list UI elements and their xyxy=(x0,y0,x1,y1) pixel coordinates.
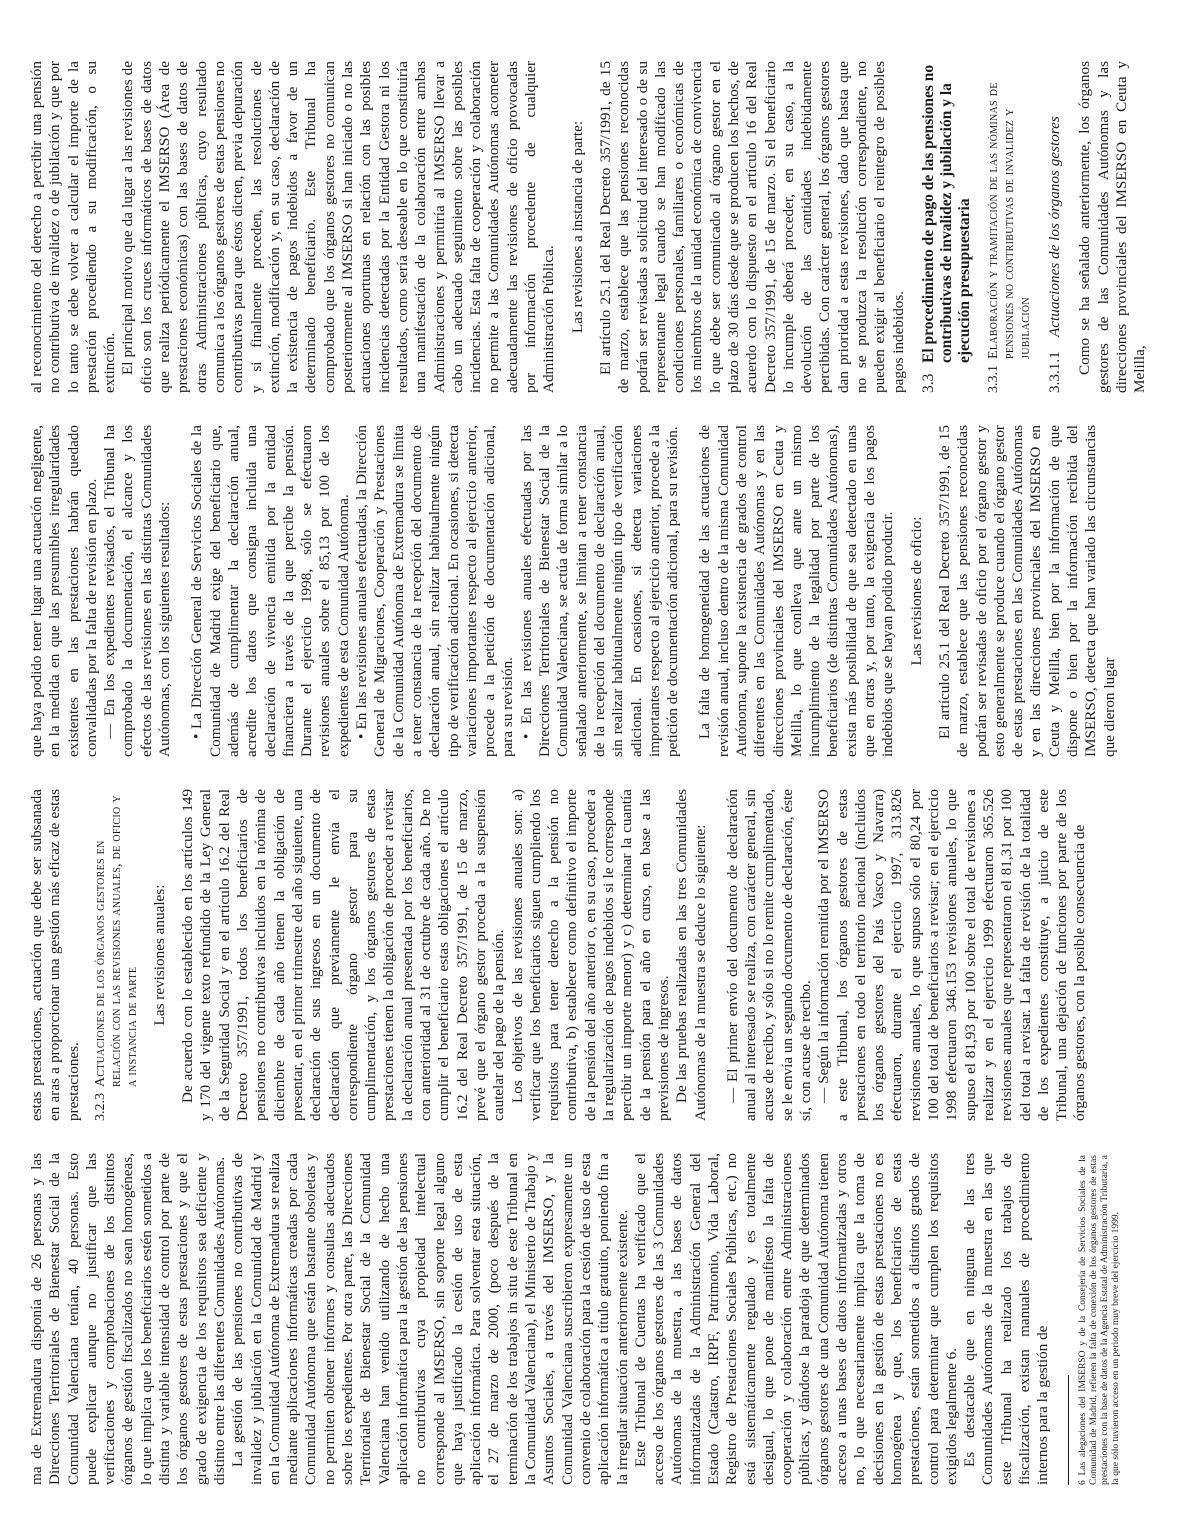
paragraph: que haya podido tener lugar una actuación negligente, en la medida en que las presumibles irregularidades existentes en las prestaciones habrán quedado convalidadas por la falta de revisión en plazo. xyxy=(28,425,100,757)
paragraph: Es destacable que en ninguna de las tres Comunidades Autónomas de la muestra en las que este Tribunal ha realizado los trabajos de fiscalización, existan manuales de procedimiento internos para la gestión de xyxy=(961,1153,1052,1485)
paragraph: ma de Extremadura disponía de 26 personas y las Direcciones Territoriales de Bienestar Social de la Comunidad Valenciana tenían, 40 personas. Esto puede explicar aunque no justificar que las verificaciones y comprobaciones de los distintos órganos de gestión fiscalizados no sean homogéneas, lo que implica que los beneficiarios estén sometidos a distinta y variable intensidad de control por parte de los órganos gestores de estas prestaciones y que el grado de exigencia de los requisitos sea deficiente y distinto entre las diferentes Comunidades Autónomas. xyxy=(28,1153,228,1485)
paragraph: — En los expedientes revisados, el Tribunal ha comprobado la documentación, el alcance y los efectos de las revisiones en las distintas Comunidades Autónomas, con los siguientes resultados: xyxy=(101,425,174,757)
paragraph: al reconocimiento del derecho a percibir una pensión no contributiva de invalidez o de jubilación y que por lo tanto se debe volver a calcular el importe de la prestación procediendo a su modificación, o su extinción. xyxy=(28,61,119,393)
paragraph: Este Tribunal de Cuentas ha verificado que el acceso de los órganos gestores de las 3 Comunidades Autónomas de la muestra, a las bases de datos informatizadas de la Administración General del Estado (Catastro, IRPF, Patrimonio, Vida Laboral, Registro de Prestaciones Sociales Públicas, etc.) no está sistemáticamente regulado y es totalmente desigual, lo que pone de manifiesto la falta de cooperación y colaboración entre Administraciones públicas, y dándose la paradoja de que determinados órganos gestores de una Comunidad Autónoma tienen acceso a unas bases de datos informatizadas y otros no, lo que necesariamente implica que la toma de decisiones en la gestión de estas prestaciones no es homogénea y que, los beneficiarios de estas prestaciones, están sometidos a distintos grados de control para determinar que cumplen los requisitos exigidos legalmente 6. xyxy=(631,1153,960,1485)
text-column-3 xyxy=(28,425,1158,757)
paragraph: • En las revisiones anuales efectuadas por las Direcciones Territoriales de Bienestar Social de la Comunidad Valenciana, se actúa de forma similar a lo señalado anteriormente, se limitan a tener constancia de la recepción del documento de declaración anual, sin realizar habitualmente ningún tipo de verificación adicional. En ocasiones, si detecta variaciones importantes respecto al ejercicio anterior, procede a la petición de documentación adicional, para su revisión. xyxy=(517,425,682,757)
section-number: 3.3 xyxy=(919,373,937,393)
section-title: Actuaciones de los órganos gestores en relación con las revisiones anuales, de oficio y a instancia de parte xyxy=(92,795,140,1087)
paragraph: El artículo 25.1 del Real Decreto 357/1991, de 15 de marzo, establece que las pensiones reconocidas podrán ser revisadas de oficio por el órgano gestor y esto generalmente se produce cuando el órgano gestor de estas prestaciones en las Comunidades Autónomas y en las direcciones provinciales del IMSERSO en Ceuta y Melilla, bien por la información de que dispone o bien por la información recibida del IMSERSO, detecta que han variado las circunstancias que dieron lugar xyxy=(935,425,1118,757)
paragraph: — Según la información remitida por el IMSERSO a este Tribunal, los órganos gestores de estas prestaciones en todo el territorio nacional (incluidos los órganos gestores del País Vasco y Navarra) efectuaron, durante el ejercicio 1997, 313.826 revisiones anuales, lo que supuso sólo el 80,24 por 100 del total de beneficiarios a revisar; en el ejercicio 1998 efectuaron 346.153 revisiones anuales, lo que supuso el 81,93 por 100 sobre el total de revisiones a realizar y en el ejercicio 1999 efectuaron 365.526 revisiones anuales que representaron el 81,31 por 100 del total a revisar. La falta de revisión de la totalidad de los expedientes constituye, a juicio de este Tribunal, una dejación de funciones por parte de los órganos gestores, con la posible consecuencia de xyxy=(815,789,1089,1121)
section-heading xyxy=(986,61,1034,393)
footnote-rule xyxy=(1068,1375,1069,1485)
section-title: El procedimiento de pago de las pensiones no contributivas de invalidez y jubilación y la ejecución presupuestaria xyxy=(919,64,973,363)
footnote: 6 Las alegaciones del IMSERSO y de la Consejería de Servicios Sociales de la Comunidad de Madrid, refieren la falta de conexión de los órganos gestores de estas prestaciones con la base de datos de la Agencia Estatal de Administración Tributaria, a la que sólo tuvieron acceso en un periodo muy breve del ejercicio 1999. xyxy=(1078,1155,1121,1485)
section-title: Elaboración y tramitación de las nóminas de pensiones no contributivas de invalidez y jubilación xyxy=(985,82,1033,359)
paragraph: Los objetivos de las revisiones anuales son: a) verificar que los beneficiarios siguen cumpliendo los requisitos para tener derecho a la pensión no contributiva, b) establecer como definitivo el importe de la pensión del año anterior o, en su caso, proceder a la regularización de pagos indebidos si le corresponde percibir un importe menor) y c) determinar la cuantía de la pensión para el año en curso, en base a las previsiones de ingresos. xyxy=(508,789,672,1121)
text-column-2 xyxy=(28,789,1158,1121)
section-number: 3.3.1.1 xyxy=(1045,351,1063,393)
text-column-4 xyxy=(28,61,1158,393)
subheading: Las revisiones de oficio: xyxy=(907,516,925,666)
section-heading xyxy=(93,789,141,1121)
paragraph: Como se ha señalado anteriormente, los órganos gestores de las Comunidades Autónomas y las direcciones provinciales del IMSERSO en Ceuta y Melilla, xyxy=(1076,61,1149,393)
section-title: Actuaciones de los órganos gestores xyxy=(1045,116,1063,337)
paragraph: De las pruebas realizadas en las tres Comunidades Autónomas de la muestra se deduce lo siguiente: xyxy=(673,789,709,1121)
paragraph: • La Dirección General de Servicios Sociales de la Comunidad de Madrid exige del beneficiario que, además de cumplimentar la declaración anual, acredite los datos que consigna incluida una declaración de vivencia emitida por la entidad financiera a través de la que percibe la pensión. Durante el ejercicio 1998, sólo se efectuaron revisiones anuales sobre el 85,13 por 100 de los expedientes de esta Comunidad Autónoma. xyxy=(188,425,352,757)
text-column-1 xyxy=(28,1153,1158,1485)
section-number: 3.3.1 xyxy=(985,365,1001,393)
paragraph: — El primer envío del documento de declaración anual al interesado se realiza, con carácter general, sin acuse de recibo, y sólo si no lo remite cumplimentado, se le envía un segundo documento de declaración, éste sí, con acuse de recibo. xyxy=(723,789,814,1121)
subheading: Las revisiones a instancia de parte: xyxy=(568,120,586,334)
paragraph: De acuerdo con lo establecido en los artículos 149 y 170 del vigente texto refundido de la Ley General de la Seguridad Social y en el artículo 16.2 del Real Decreto 357/1991, todos los beneficiarios de pensiones no contributivas incluidos en la nómina de diciembre de cada año tienen la obligación de presentar, en el primer trimestre del año siguiente, una declaración de sus ingresos en un documento de declaración que previamente le envía el correspondiente órgano gestor para su cumplimentación, y los órganos gestores de estas prestaciones tienen la obligación de proceder a revisar la declaración anual presentada por los beneficiarios, con anterioridad al 31 de octubre de cada año. De no cumplir el beneficiario estas obligaciones el artículo 16.2 del Real Decreto 357/1991, de 15 de marzo, prevé que el órgano gestor proceda a la suspensión cautelar del pago de la pensión. xyxy=(179,789,508,1121)
paragraph: La gestión de las pensiones no contributivas de invalidez y jubilación en la Comunidad de Madrid y en la Comunidad Autónoma de Extremadura se realiza mediante aplicaciones informáticas creadas por cada Comunidad Autónoma que están bastante obsoletas y no permiten obtener informes y consultas adecuados sobre los expedientes. Por otra parte, las Direcciones Territoriales de Bienestar Social de la Comunidad Valenciana han venido utilizando de hecho una aplicación informática para la gestión de las pensiones no contributivas cuya propiedad intelectual corresponde al IMSERSO, sin soporte legal alguno que haya justificado la cesión de uso de esta aplicación informática. Para solventar esta situación, el 27 de marzo de 2000, (poco después de la terminación de los trabajos in situ de este Tribunal en la Comunidad Valenciana), el Ministerio de Trabajo y Asuntos Sociales, a través del IMSERSO, y la Comunidad Valenciana suscribieron expresamente un convenio de colaboración para la cesión de uso de esta aplicación informática a título gratuito, poniendo fin a la irregular situación anteriormente existente. xyxy=(229,1153,631,1485)
paragraph: estas prestaciones, actuación que debe ser subsanada en aras a proporcionar una gestión más eficaz de estas prestaciones. xyxy=(28,789,82,1121)
section-heading xyxy=(920,61,974,393)
section-heading xyxy=(1046,61,1064,393)
subheading: Las revisiones anuales: xyxy=(150,884,168,1026)
paragraph: La falta de homogeneidad de las actuaciones de revisión anual, incluso dentro de la misma Comunidad Autónoma, supone la existencia de grados de control diferentes en las Comunidades Autónomas y en las direcciones provinciales del IMSERSO en Ceuta y Melilla, lo que conlleva que ante un mismo incumplimiento de la legalidad por parte de los beneficiarios (de distintas Comunidades Autónomas), exista más posibilidad de que sea detectado en unas que en otras y, por tanto, la exigencia de los pagos indebidos que se hayan podido producir. xyxy=(696,425,897,757)
section-number: 3.2.3 xyxy=(92,1093,108,1121)
paragraph: • En las revisiones anuales efectuadas, la Dirección General de Migraciones, Cooperación y Prestaciones de la Comunidad Autónoma de Extremadura se limita a tener constancia de la recepción del documento de declaración anual, sin realizar habitualmente ningún tipo de verificación adicional. En ocasiones, si detecta variaciones importantes respecto al ejercicio anterior, procede a la petición de documentación adicional, para su revisión. xyxy=(353,425,517,757)
paragraph: El artículo 25.1 del Real Decreto 357/1991, de 15 de marzo, establece que las pensiones reconocidas podrán ser revisadas a solicitud del interesado o de su representante legal cuando se han modificado las condiciones personales, familiares o económicas de los miembros de la unidad económica de convivencia lo que debe ser comunicado al órgano gestor en el plazo de 30 días desde que se producen los hechos, de acuerdo con lo dispuesto en el artículo 16 del Real Decreto 357/1991, de 15 de marzo. Si el beneficiario lo incumple deberá proceder, en su caso, a la devolución de las cantidades indebidamente percibidas. Con carácter general, los órganos gestores dan prioridad a estas revisiones, dado que hasta que no se produzca la resolución correspondiente, no pueden exigir al beneficiario el reintegro de posibles pagos indebidos. xyxy=(596,61,907,393)
paragraph: El principal motivo que da lugar a las revisiones de oficio son los cruces informáticos de bases de datos que realiza periódicamente el IMSERSO (Área de prestaciones económicas) con las bases de datos de otras Administraciones públicas, cuyo resultado comunica a los órganos gestores de estas pensiones no contributivas para que éstos dicten, previa depuración y si finalmente proceden, las resoluciones de extinción, modificación y, en su caso, declaración de la existencia de pagos indebidos a favor de un determinado beneficiario. Este Tribunal ha comprobado que los órganos gestores no comunican posteriormente al IMSERSO si han iniciado o no las actuaciones oportunas en relación con las posibles incidencias detectadas por la Entidad Gestora ni los resultados, como sería deseable en lo que constituiría una manifestación de la colaboración entre ambas Administraciones y permitiría al IMSERSO llevar a cabo un adecuado seguimiento sobre las posibles incidencias. Esta falta de cooperación y colaboración no permite a las Comunidades Autónomas acometer adecuadamente las revisiones de oficio provocadas por información procedente de cualquier Administración Pública. xyxy=(119,61,558,393)
